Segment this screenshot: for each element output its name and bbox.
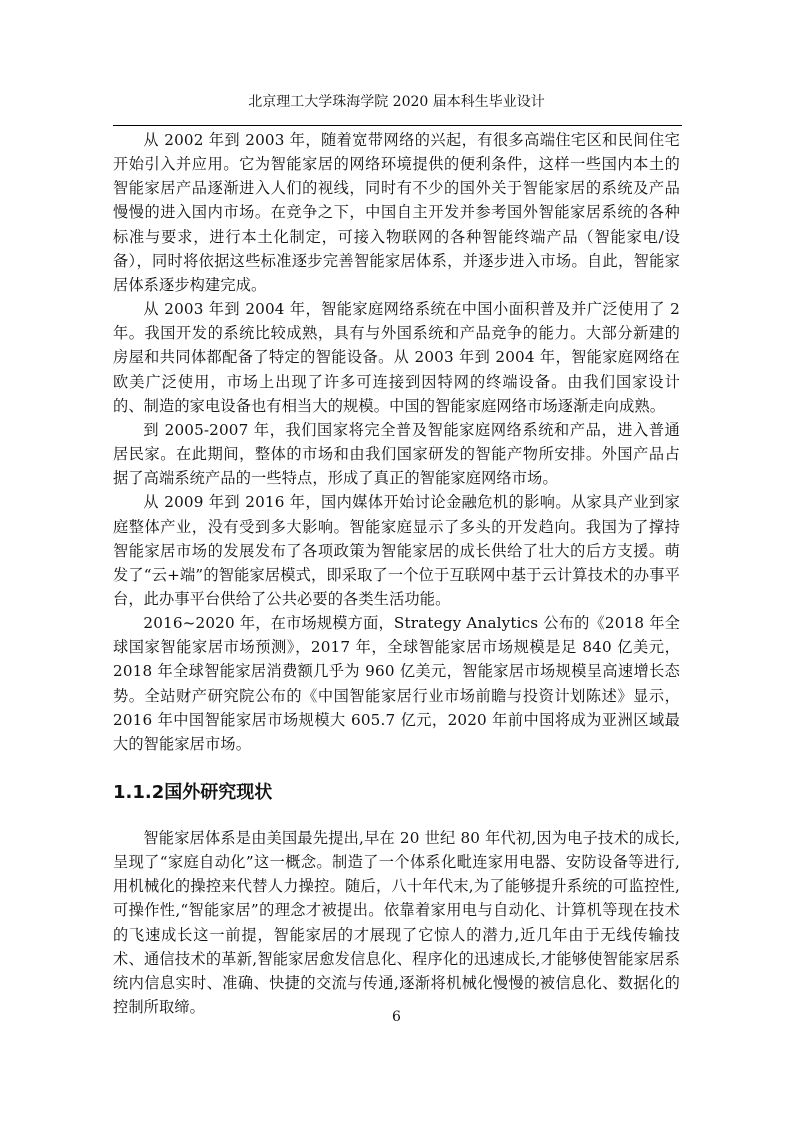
section-heading: 1.1.2国外研究现状 bbox=[113, 782, 273, 803]
paragraph: 从 2003 年到 2004 年，智能家庭网络系统在中国小面积普及并广泛使用了 2 年。我国开发的系统比较成熟，具有与外国系统和产品竞争的能力。大部分新建的房屋和共同体都配备了特定的智能设备。从 2003 年到 2004 年，智能家庭网络在欧美广泛使用，市场上出现了许多可连接到因特网的终端设备。由我们国家设计的、制造的家电设备也有相当大的规模。中国的智能家庭网络市场逐渐走向成熟。 bbox=[113, 300, 680, 415]
paragraph: 到 2005-2007 年，我们国家将完全普及智能家庭网络系统和产品，进入普通居民家。在此期间，整体的市场和由我们国家研发的智能产物所安排。外国产品占据了高端系统产品的一些特点，形成了真正的智能家庭网络市场。 bbox=[113, 420, 680, 488]
paragraph: 从 2009 年到 2016 年，国内媒体开始讨论金融危机的影响。从家具产业到家庭整体产业，没有受到多大影响。智能家庭显示了多头的开发趋向。我国为了撑持智能家居市场的发展发布了各项政策为智能家居的成长供给了壮大的后方支援。萌发了“云+端”的智能家居模式，即采取了一个位于互联网中基于云计算技术的办事平台，此办事平台供给了公共必要的各类生活功能。 bbox=[113, 493, 680, 608]
paragraph: 智能家居体系是由美国最先提出,早在 20 世纪 80 年代初,因为电子技术的成长,呈现了“家庭自动化”这一概念。制造了一个体系化毗连家用电器、安防设备等进行,用机械化的操控来代替人力操控。随后，八十年代末,为了能够提升系统的可监控性,可操作性,“智能家居”的理念才被提出。依靠着家用电与自动化、计算机等现在技术的飞速成长这一前提，智能家居的才展现了它惊人的潜力,近几年由于无线传输技术、通信技术的革新,智能家居愈发信息化、程序化的迅速成长,才能够使智能家居系统内信息实时、准确、快捷的交流与传通,逐渐将机械化慢慢的被信息化、数据化的控制所取缔。 bbox=[113, 829, 680, 1017]
running-header: 北京理工大学珠海学院 2020 届本科生毕业设计 bbox=[248, 94, 545, 110]
body-text bbox=[113, 128, 680, 756]
page-number: 6 bbox=[392, 1009, 401, 1025]
section-body bbox=[113, 826, 680, 1019]
paragraph: 从 2002 年到 2003 年，随着宽带网络的兴起，有很多高端住宅区和民间住宅开始引入并应用。它为智能家居的网络环境提供的便利条件，这样一些国内本土的智能家居产品逐渐进入人们的视线，同时有不少的国外关于智能家居的系统及产品慢慢的进入国内市场。在竞争之下，中国自主开发并参考国外智能家居系统的各种标准与要求，进行本土化制定，可接入物联网的各种智能终端产品（智能家电/设备），同时将依据这些标准逐步完善智能家居体系，并逐步进入市场。自此，智能家居体系逐步构建完成。 bbox=[113, 131, 680, 294]
header-rule bbox=[113, 125, 682, 126]
paragraph: 2016~2020 年，在市场规模方面，Strategy Analytics 公布的《2018 年全球国家智能家居市场预测》，2017 年，全球智能家居市场规模是足 840 亿美元，2018 年全球智能家居消费额几乎为 960 亿美元，智能家居市场规模呈高速增长态势。全站财产研究院公布的《中国智能家居行业市场前瞻与投资计划陈述》显示，2016 年中国智能家居市场规模大 605.7 亿元，2020 年前中国将成为亚洲区域最大的智能家居市场。 bbox=[113, 614, 680, 753]
